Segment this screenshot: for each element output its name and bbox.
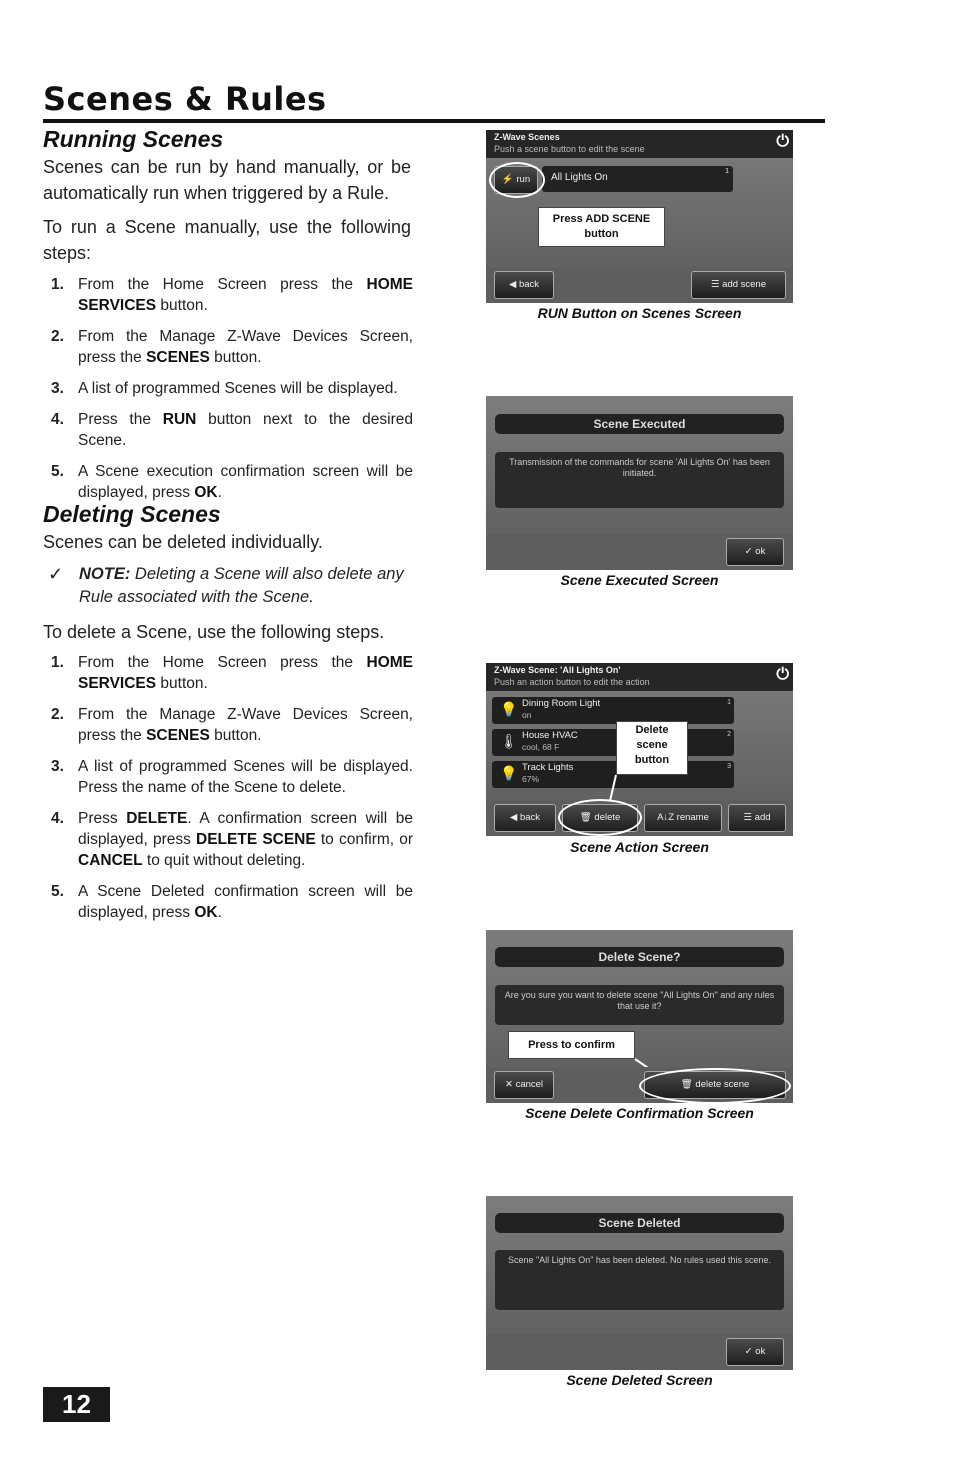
add-button[interactable]: ☰ add xyxy=(728,804,786,832)
running-step: 4. Press the RUN button next to the desired Scene. xyxy=(51,411,413,449)
az-icon: A↓Z xyxy=(657,812,675,823)
deleting-steps xyxy=(43,652,413,933)
trash-icon: 🗑 xyxy=(579,812,592,823)
delete-scene-button[interactable]: 🗑 delete scene xyxy=(644,1071,786,1099)
running-intro: Scenes can be run by hand manually, or be automatically run when triggered by a Rule. xyxy=(43,157,411,203)
button-row xyxy=(486,267,793,303)
ok-button[interactable]: ✓ ok xyxy=(726,1338,784,1366)
title-divider xyxy=(43,119,825,123)
lightbulb-icon: 💡 xyxy=(500,701,518,717)
note: ✓ NOTE: Deleting a Scene will also delete any Rule associated with the Scene. xyxy=(48,564,404,606)
screen-title: Z-Wave Scene: 'All Lights On' xyxy=(494,665,621,675)
screen-title: Z-Wave Scenes xyxy=(494,132,560,142)
button-row xyxy=(486,534,793,570)
add-scene-button[interactable]: ☰ add scene xyxy=(691,271,786,299)
running-steps xyxy=(43,274,413,513)
run-highlight-oval xyxy=(489,162,545,198)
scene-executed-header: Scene Executed xyxy=(495,414,784,434)
delete-scene-message: Are you sure you want to delete scene "All Lights On" and any rules that use it? xyxy=(495,985,784,1025)
button-row xyxy=(486,1334,793,1370)
trash-icon: 🗑 xyxy=(680,1079,693,1090)
deleting-step: 1. From the Home Screen press the HOME SERVICES button. xyxy=(51,654,413,692)
scene-executed-message: Transmission of the commands for scene 'All Lights On' has been initiated. xyxy=(495,452,784,508)
callout-add-scene: Press ADD SCENE button xyxy=(538,207,665,247)
plug-icon: ⏻ xyxy=(776,133,789,150)
back-button[interactable]: ◀ back xyxy=(494,804,556,832)
callout-delete-scene: Delete scene button xyxy=(616,721,688,775)
scene-item[interactable] xyxy=(542,166,733,192)
ok-button[interactable]: ✓ ok xyxy=(726,538,784,566)
action-row[interactable]: 💡 Dining Room Light on 1 xyxy=(492,697,734,724)
rename-button[interactable]: A↓Z rename xyxy=(644,804,722,832)
deleting-step: 4. Press DELETE. A confirmation screen will be displayed, press DELETE SCENE to confirm, or CANCEL to quit without deleting. xyxy=(51,810,414,869)
delete-scene-highlight-oval xyxy=(639,1068,791,1103)
list-icon: ☰ xyxy=(743,812,753,823)
deleting-intro: Scenes can be deleted individually. xyxy=(43,532,323,552)
caption-delete-confirm: Scene Delete Confirmation Screen xyxy=(525,1105,754,1121)
scene-deleted-header: Scene Deleted xyxy=(495,1213,784,1233)
page-number: 12 xyxy=(43,1387,110,1422)
deleting-intro2: To delete a Scene, use the following steps. xyxy=(43,622,385,642)
deleting-step: 3. A list of programmed Scenes will be displayed. Press the name of the Scene to delete. xyxy=(51,758,413,796)
caption-run-button: RUN Button on Scenes Screen xyxy=(537,305,742,321)
scene-deleted-image xyxy=(486,1196,793,1370)
scene-number: 1 xyxy=(725,168,729,175)
caption-scene-deleted: Scene Deleted Screen xyxy=(566,1372,713,1388)
delete-highlight-oval xyxy=(558,799,642,836)
caption-scene-action: Scene Action Screen xyxy=(570,839,709,855)
delete-scene-header: Delete Scene? xyxy=(495,947,784,967)
scene-executed-image xyxy=(486,396,793,570)
running-step: 5. A Scene execution confirmation screen will be displayed, press OK. xyxy=(51,463,413,501)
caption-scene-executed: Scene Executed Screen xyxy=(560,572,719,588)
screen-subtitle: Push an action button to edit the action xyxy=(494,677,650,687)
screen-subtitle: Push a scene button to edit the scene xyxy=(494,144,645,154)
checkmark-icon: ✓ xyxy=(48,564,64,584)
action-row[interactable]: 💡 Track Lights 67% 3 xyxy=(492,761,734,788)
delete-confirm-image xyxy=(486,930,793,1103)
scene-deleted-message: Scene "All Lights On" has been deleted. No rules used this scene. xyxy=(495,1250,784,1310)
list-icon: ☰ xyxy=(710,279,720,290)
page-title: Scenes & Rules xyxy=(43,80,327,118)
running-step: 1. From the Home Screen press the HOME SERVICES button. xyxy=(51,276,413,314)
scene-name: All Lights On xyxy=(551,172,608,183)
running-step: 3. A list of programmed Scenes will be displayed. xyxy=(51,380,398,397)
running-scenes-heading: Running Scenes xyxy=(43,126,224,152)
back-button[interactable]: ◀ back xyxy=(494,271,554,299)
plug-icon: ⏻ xyxy=(776,666,789,683)
thermometer-icon: 🌡 xyxy=(500,733,518,749)
deleting-step: 5. A Scene Deleted confirmation screen will be displayed, press OK. xyxy=(51,883,413,921)
deleting-scenes-heading: Deleting Scenes xyxy=(43,501,221,527)
running-intro2: To run a Scene manually, use the following steps: xyxy=(43,217,411,263)
action-row[interactable]: 🌡 House HVAC cool, 68 F 2 xyxy=(492,729,734,756)
delete-button[interactable]: 🗑 delete xyxy=(562,804,638,832)
run-button[interactable]: ⚡ run xyxy=(494,166,538,194)
cancel-button[interactable]: ✕ cancel xyxy=(494,1071,554,1099)
scenes-screen-image xyxy=(486,130,793,303)
callout-press-confirm: Press to confirm xyxy=(508,1031,635,1059)
lightning-icon: ⚡ xyxy=(501,174,514,185)
screen-header xyxy=(486,130,793,158)
running-step: 2. From the Manage Z-Wave Devices Screen, press the SCENES button. xyxy=(51,328,413,366)
lightbulb-icon: 💡 xyxy=(500,765,518,781)
scene-action-image xyxy=(486,663,793,836)
deleting-step: 2. From the Manage Z-Wave Devices Screen, press the SCENES button. xyxy=(51,706,413,744)
